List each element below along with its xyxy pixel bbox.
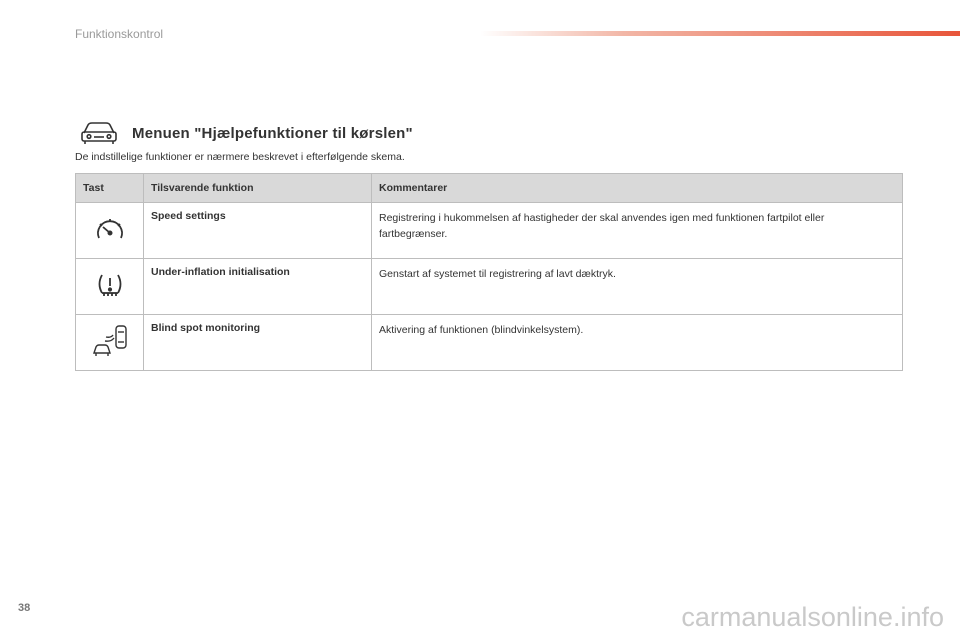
row-icon-cell [76, 203, 144, 259]
row-icon-cell [76, 259, 144, 315]
function-name: Under-inflation initialisation [144, 259, 372, 315]
watermark: carmanualsonline.info [681, 602, 944, 632]
table-row [76, 259, 903, 315]
row-icon-cell [76, 315, 144, 371]
intro-text: De indstillelige funktioner er nærmere beskrevet i efterfølgende skema. [75, 151, 405, 163]
header-accent-bar [480, 31, 960, 36]
function-comment: Registrering i hukommelsen af hastigheder der skal anvendes igen med funktionen fartpilot eller fartbegrænser. [372, 203, 903, 259]
column-header-key: Tast [76, 174, 144, 203]
page-number: 38 [18, 602, 31, 614]
table-row [76, 315, 903, 371]
functions-table [75, 173, 903, 371]
function-name: Speed settings [144, 203, 372, 259]
section-heading [80, 118, 413, 148]
function-name: Blind spot monitoring [144, 315, 372, 371]
speedometer-icon [93, 214, 127, 244]
car-icon [80, 120, 118, 146]
blind-spot-icon [90, 323, 130, 359]
column-header-function: Tilsvarende funktion [144, 174, 372, 203]
table-row [76, 203, 903, 259]
chapter-title: Funktionskontrol [75, 27, 164, 41]
column-header-comments: Kommentarer [372, 174, 903, 203]
tyre-pressure-warning-icon [94, 270, 126, 300]
section-title: Menuen "Hjælpefunktioner til kørslen" [132, 124, 413, 142]
table-header-row [76, 174, 903, 203]
function-comment: Genstart af systemet til registrering af lavt dæktryk. [372, 259, 903, 315]
function-comment: Aktivering af funktionen (blindvinkelsystem). [372, 315, 903, 371]
